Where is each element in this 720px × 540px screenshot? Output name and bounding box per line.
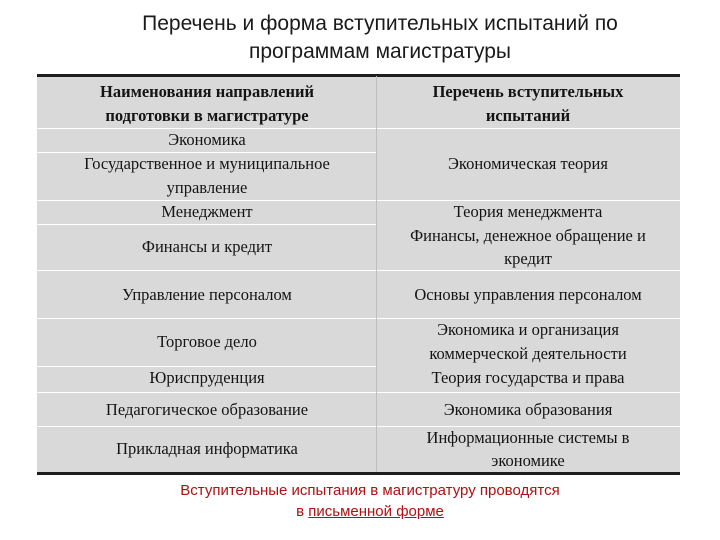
row-separator (37, 392, 376, 393)
program-pedagogy: Педагогическое образование (105, 400, 309, 419)
header-exams-line-2: испытаний (485, 106, 571, 125)
program-state-municipal-line-2: управление (166, 178, 248, 197)
program-law: Юриспруденция (149, 368, 265, 387)
program-state-municipal-line-1: Государственное и муниципальное (84, 154, 330, 173)
exam-finance-money (379, 224, 677, 270)
exam-management-theory: Теория менеджмента (453, 202, 603, 221)
program-management: Менеджмент (161, 202, 253, 221)
title-line-1: Перечень и форма вступительных испытаний по (142, 12, 618, 35)
program-trade: Торговое дело (157, 332, 257, 351)
note-line-1: Вступительные испытания в магистратуру проводятся (180, 482, 560, 499)
exam-state-law-theory: Теория государства и права (431, 368, 625, 387)
note-line-2 (110, 501, 630, 522)
row-separator (37, 270, 376, 271)
program-applied-informatics: Прикладная информатика (116, 439, 298, 458)
exam-information-systems-line-2: экономике (491, 451, 565, 470)
program-finance-credit: Финансы и кредит (141, 237, 273, 256)
page-title (60, 10, 700, 66)
column-divider (376, 76, 377, 474)
exam-economic-theory: Экономическая теория (448, 154, 608, 173)
header-exams (379, 80, 677, 128)
row-separator (377, 270, 680, 271)
exam-commerce-economics-line-2: коммерческой деятельности (429, 344, 627, 363)
exam-finance-money-line-2: кредит (504, 249, 552, 268)
exam-commerce-economics (379, 318, 677, 366)
header-programs-line-1: Наименования направлений (100, 82, 314, 101)
exams-table (37, 76, 680, 474)
table-bottom-rule (37, 472, 680, 475)
exam-finance-money-line-1: Финансы, денежное обращение и (410, 226, 646, 245)
exam-commerce-economics-line-1: Экономика и организация (437, 320, 619, 339)
header-exams-line-1: Перечень вступительных (432, 82, 624, 101)
exam-information-systems (379, 426, 677, 472)
title-line-2: программам магистратуры (249, 40, 511, 63)
exam-hr-basics: Основы управления персоналом (414, 285, 642, 304)
exam-information-systems-line-1: Информационные системы в (426, 428, 630, 447)
note-written-form: письменной форме (308, 503, 444, 520)
program-hr-management: Управление персоналом (122, 285, 292, 304)
table-top-rule (37, 74, 680, 77)
program-economics: Экономика (168, 130, 246, 149)
header-programs-line-2: подготовки в магистратуре (105, 106, 309, 125)
note-line-2-prefix: в (296, 503, 309, 520)
row-separator (377, 392, 680, 393)
exam-format-note (110, 480, 630, 522)
exam-education-economics: Экономика образования (443, 400, 613, 419)
header-programs (39, 80, 375, 128)
program-state-municipal (39, 152, 375, 200)
